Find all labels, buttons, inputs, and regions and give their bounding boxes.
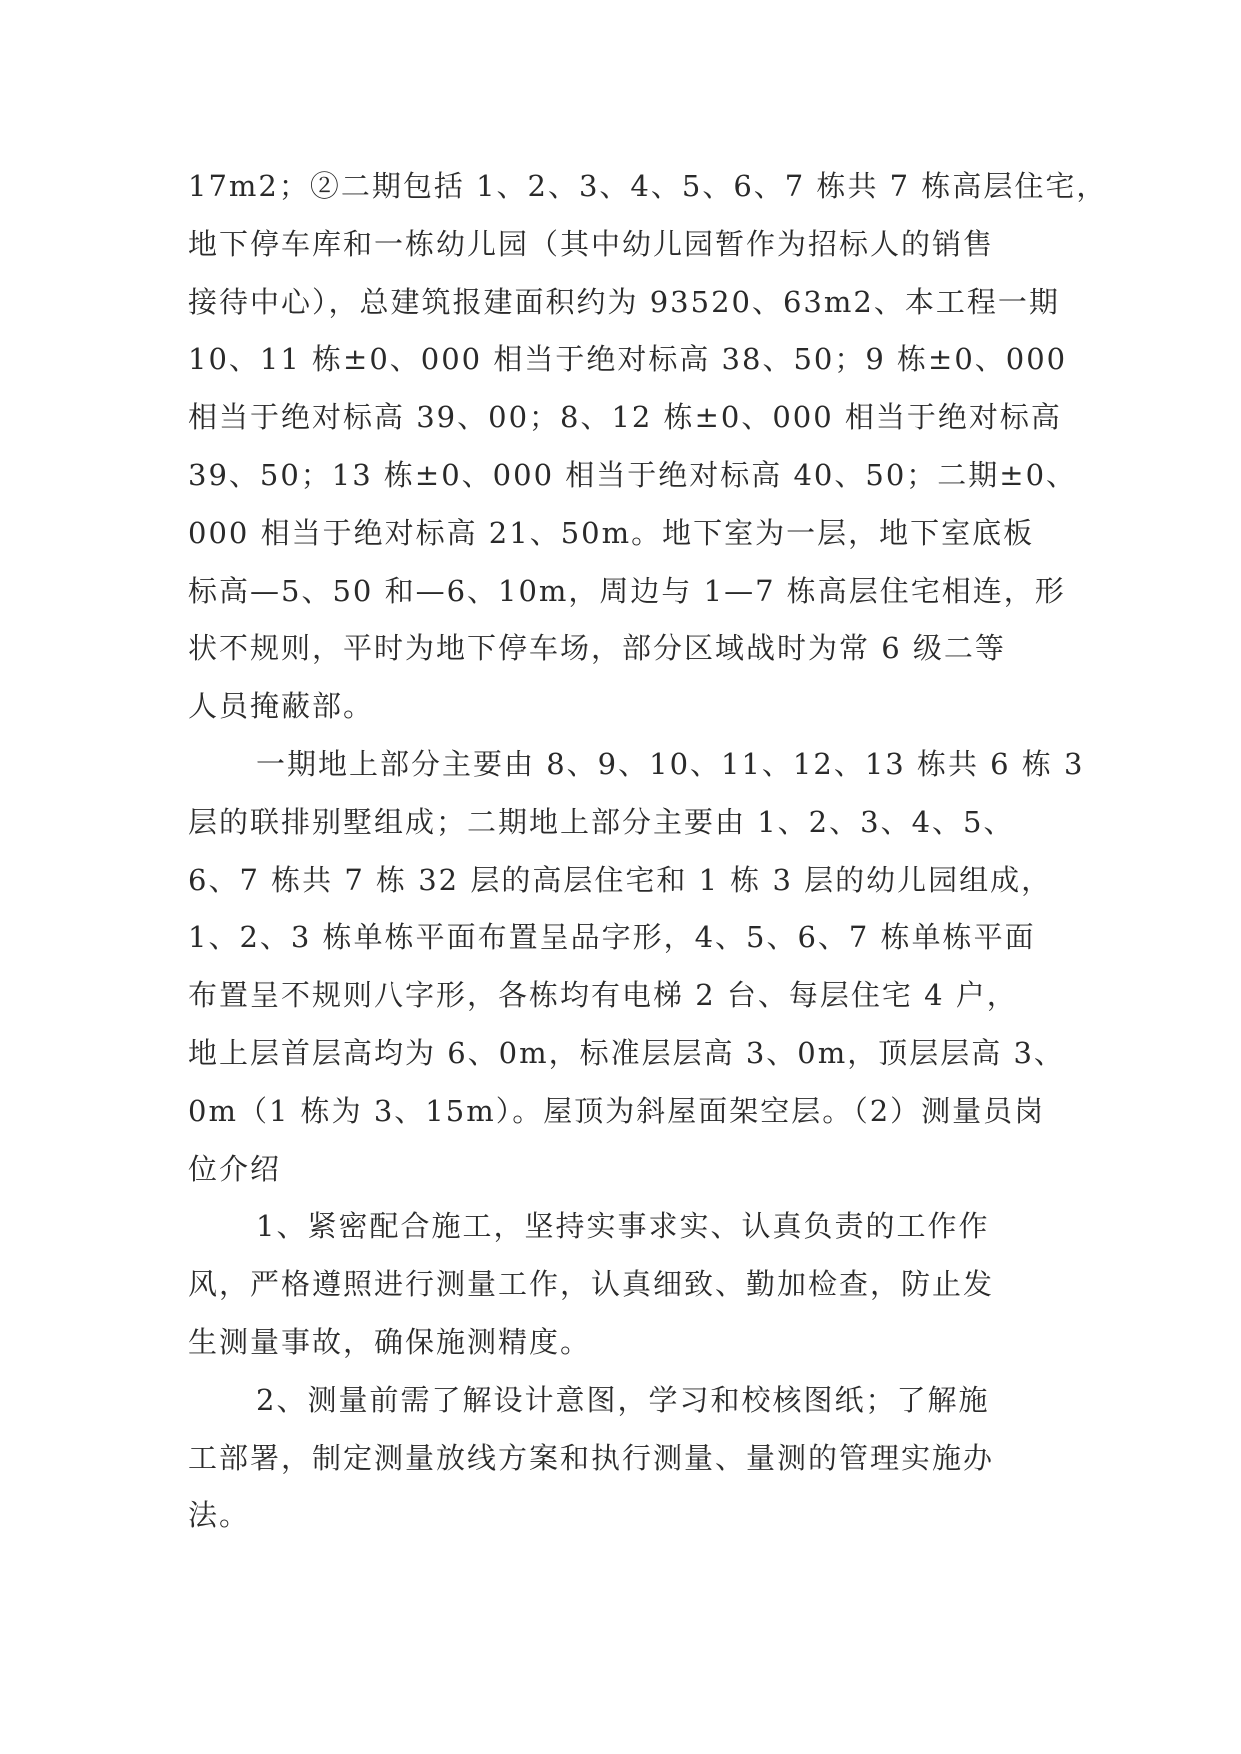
text-line: 10、11 栋±0、000 相当于绝对标高 38、50；9 栋±0、000 [188, 342, 1068, 377]
text-line: 17m2；②二期包括 1、2、3、4、5、6、7 栋共 7 栋高层住宅， [188, 169, 1108, 203]
paragraph-first-line: 1、紧密配合施工，坚持实事求实、认真负责的工作作 [256, 1209, 990, 1244]
text-line: 6、7 栋共 7 栋 32 层的高层住宅和 1 栋 3 层的幼儿园组成， [188, 862, 1053, 897]
text-line: 标高—5、50 和—6、10m，周边与 1—7 栋高层住宅相连，形 [188, 573, 1066, 608]
text-line: 1、2、3 栋单栋平面布置呈品字形，4、5、6、7 栋单栋平面 [188, 920, 1036, 955]
text-line: 接待中心），总建筑报建面积约为 93520、63m2、本工程一期 [188, 284, 1060, 319]
text-line: 法。 [188, 1498, 251, 1533]
text-line: 地上层首层高均为 6、0m，标准层层高 3、0m，顶层层高 3、 [188, 1035, 1065, 1070]
text-line: 层的联排别墅组成；二期地上部分主要由 1、2、3、4、5、 [188, 804, 1015, 839]
text-line: 0m（1 栋为 3、15m）。屋顶为斜屋面架空层。（2）测量员岗 [188, 1093, 1046, 1128]
text-line: 人员掩蔽部。 [188, 689, 375, 724]
text-line: 位介绍 [188, 1151, 282, 1186]
text-line: 工部署，制定测量放线方案和执行测量、量测的管理实施办 [188, 1440, 995, 1475]
text-line: 相当于绝对标高 39、00；8、12 栋±0、000 相当于绝对标高 [188, 400, 1062, 435]
text-line: 生测量事故，确保施测精度。 [188, 1324, 592, 1359]
paragraph-first-line: 一期地上部分主要由 8、9、10、11、12、13 栋共 6 栋 3 [256, 746, 1085, 781]
text-line: 状不规则，平时为地下停车场，部分区域战时为常 6 级二等 [188, 631, 1006, 666]
text-line: 39、50；13 栋±0、000 相当于绝对标高 40、50；二期±0、 [188, 457, 1078, 492]
text-line: 布置呈不规则八字形，各栋均有电梯 2 台、每层住宅 4 户， [188, 978, 1018, 1013]
document-body [188, 158, 1108, 1545]
text-line: 地下停车库和一栋幼儿园（其中幼儿园暂作为招标人的销售 [188, 226, 995, 261]
text-line: 000 相当于绝对标高 21、50m。地下室为一层，地下室底板 [188, 515, 1035, 550]
text-line: 风，严格遵照进行测量工作，认真细致、勤加检查，防止发 [188, 1267, 995, 1302]
paragraph-first-line: 2、测量前需了解设计意图，学习和校核图纸；了解施 [256, 1382, 990, 1417]
